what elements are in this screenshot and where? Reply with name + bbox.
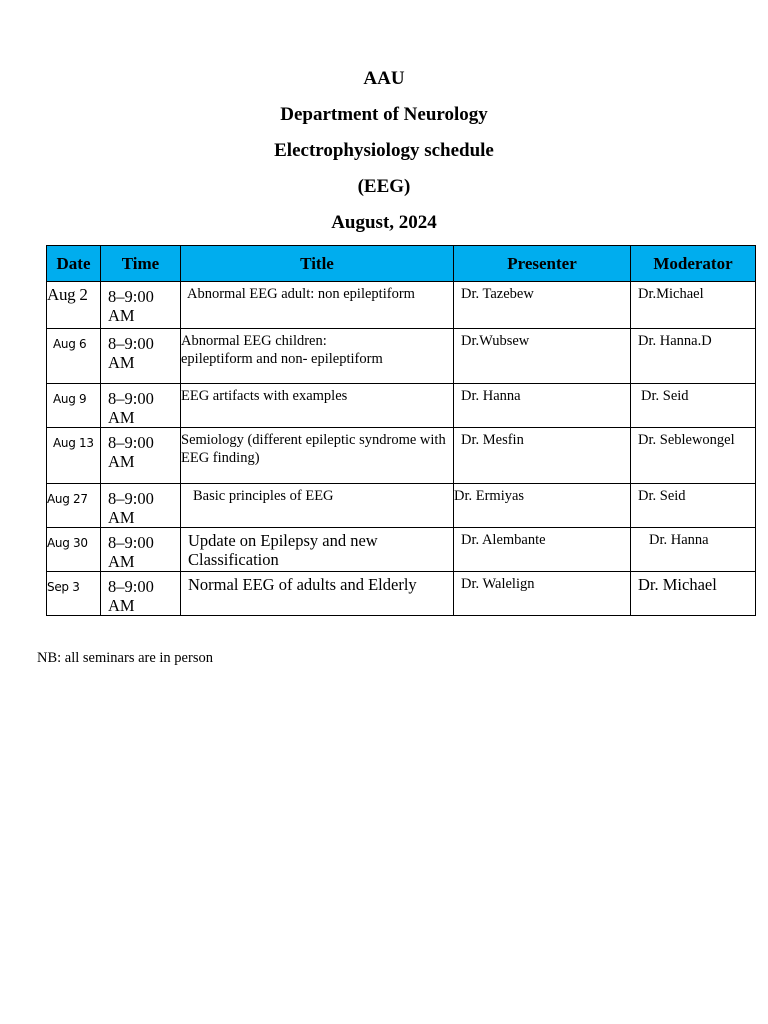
column-header-title: Title — [181, 246, 454, 282]
cell-title — [181, 329, 454, 384]
cell-presenter: Dr. Walelign — [454, 572, 631, 616]
schedule-subtitle: (EEG) — [357, 176, 411, 197]
institution-title: AAU — [363, 68, 405, 89]
cell-moderator: Dr. Seid — [631, 384, 756, 428]
table-row — [47, 428, 756, 484]
cell-moderator: Dr. Seblewongel — [631, 428, 756, 484]
cell-time: 8–9:00 AM — [101, 329, 181, 384]
cell-presenter: Dr. Ermiyas — [454, 484, 631, 528]
cell-date: Aug 30 — [47, 528, 101, 572]
cell-time: 8–9:00 AM — [101, 428, 181, 484]
cell-title: Update on Epilepsy and new Classification — [181, 528, 454, 572]
schedule-title: Electrophysiology schedule — [274, 140, 494, 161]
cell-date: Sep 3 — [47, 572, 101, 616]
cell-time: 8–9:00 AM — [101, 572, 181, 616]
table-row — [47, 384, 756, 428]
cell-title-line: epileptiform and non- epileptiform — [181, 351, 383, 367]
column-header-moderator: Moderator — [631, 246, 756, 282]
cell-moderator: Dr. Michael — [631, 572, 756, 616]
cell-presenter: Dr. Mesfin — [454, 428, 631, 484]
cell-date: Aug 9 — [47, 384, 101, 428]
cell-title: EEG artifacts with examples — [181, 384, 454, 428]
column-header-presenter: Presenter — [454, 246, 631, 282]
column-header-date: Date — [47, 246, 101, 282]
cell-title: Normal EEG of adults and Elderly — [181, 572, 454, 616]
cell-moderator: Dr. Hanna.D — [631, 329, 756, 384]
cell-title: Semiology (different epileptic syndrome with EEG finding) — [181, 428, 454, 484]
cell-date: Aug 13 — [47, 428, 101, 484]
cell-moderator: Dr. Hanna — [631, 528, 756, 572]
schedule-table — [46, 245, 756, 616]
cell-presenter: Dr. Tazebew — [454, 282, 631, 329]
cell-time: 8–9:00 AM — [101, 484, 181, 528]
cell-date: Aug 6 — [47, 329, 101, 384]
column-header-time: Time — [101, 246, 181, 282]
table-header-row — [47, 246, 756, 282]
table-row — [47, 329, 756, 384]
cell-date: Aug 27 — [47, 484, 101, 528]
cell-presenter: Dr.Wubsew — [454, 329, 631, 384]
cell-title: Abnormal EEG adult: non epileptiform — [181, 282, 454, 329]
cell-time: 8–9:00 AM — [101, 282, 181, 329]
table-row — [47, 282, 756, 329]
cell-title-line: Abnormal EEG children: — [181, 333, 327, 349]
footnote: NB: all seminars are in person — [37, 650, 213, 666]
department-title: Department of Neurology — [280, 104, 488, 125]
cell-presenter: Dr. Alembante — [454, 528, 631, 572]
cell-moderator: Dr. Seid — [631, 484, 756, 528]
cell-time: 8–9:00 AM — [101, 384, 181, 428]
cell-time: 8–9:00 AM — [101, 528, 181, 572]
cell-moderator: Dr.Michael — [631, 282, 756, 329]
schedule-month: August, 2024 — [331, 212, 437, 233]
table-row — [47, 484, 756, 528]
cell-title: Basic principles of EEG — [181, 484, 454, 528]
cell-date: Aug 2 — [47, 282, 101, 329]
cell-presenter: Dr. Hanna — [454, 384, 631, 428]
table-row — [47, 528, 756, 572]
table-row — [47, 572, 756, 616]
